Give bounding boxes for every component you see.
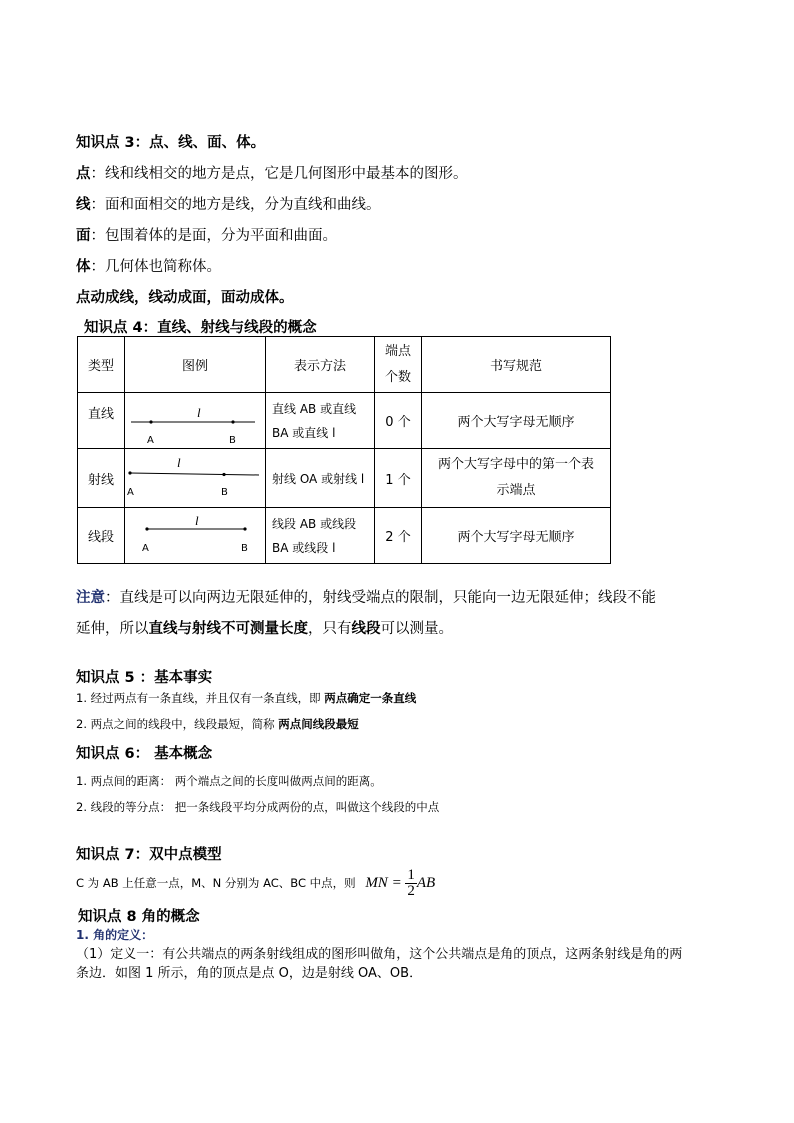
- kp8-subtitle: 1. 角的定义：: [76, 928, 154, 942]
- kp3-face: 面：包围着体的是面，分为平面和曲面。: [76, 228, 337, 244]
- row-count: 2 个: [375, 508, 422, 564]
- kp4-title: 知识点 4：直线、射线与线段的概念: [84, 320, 317, 336]
- header-type: 类型: [78, 337, 125, 393]
- kp6-item-2: 2. 线段的等分点： 把一条线段平均分成两份的点，叫做这个线段的中点: [76, 800, 440, 814]
- point-b-dot: [243, 527, 246, 530]
- row-notation: 射线 OA 或射线 l: [266, 449, 375, 508]
- table-row: [78, 449, 611, 508]
- header-endpoints: 端点 个数: [375, 337, 422, 393]
- line-figure-cell: [125, 393, 266, 449]
- kp5-item-2: 2. 两点之间的线段中，线段最短，简称 两点间线段最短: [76, 717, 359, 731]
- row-notation: 线段 AB 或线段 BA 或线段 l: [266, 508, 375, 564]
- ray-figure: [125, 449, 265, 507]
- row-type: 线段: [78, 508, 125, 564]
- kp6-item-1: 1. 两点间的距离： 两个端点之间的长度叫做两点间的距离。: [76, 774, 382, 788]
- ray-figure-cell: [125, 449, 266, 508]
- kp7-formula-line: C 为 AB 上任意一点，M、N 分别为 AC、BC 中点，则 MN = $\frac{1}{2}$ AB: [76, 867, 436, 899]
- formula-ab: AB: [416, 875, 436, 891]
- kp3-title: 知识点 3：点、线、面、体。: [76, 135, 266, 151]
- label-a: A: [127, 487, 134, 498]
- row-count: 0 个: [375, 393, 422, 449]
- kp7-title: 知识点 7：双中点模型: [76, 847, 222, 863]
- line-figure: [125, 393, 265, 448]
- segment-figure-cell: [125, 508, 266, 564]
- label-l: l: [195, 513, 199, 528]
- ray-stroke: [130, 473, 259, 475]
- point-b-dot: [222, 473, 225, 476]
- label-a: A: [142, 543, 149, 554]
- kp3-motion: 点动成线，线动成面，面动成体。: [76, 290, 294, 306]
- table-row: [78, 508, 611, 564]
- formula-fraction: $\frac{1}{2}$: [407, 867, 415, 899]
- point-a-dot: [149, 420, 152, 423]
- point-b-dot: [231, 420, 234, 423]
- header-rule: 书写规范: [422, 337, 611, 393]
- note-line-2: 延伸，所以直线与射线不可测量长度，只有线段可以测量。: [76, 621, 453, 637]
- label-a: A: [147, 435, 154, 446]
- label-l: l: [177, 455, 181, 470]
- kp6-title: 知识点 6： 基本概念: [76, 746, 213, 762]
- header-notation: 表示方法: [266, 337, 375, 393]
- row-type: 直线: [78, 393, 125, 449]
- row-type: 射线: [78, 449, 125, 508]
- kp8-para-1: （1）定义一：有公共端点的两条射线组成的图形叫做角，这个公共端点是角的顶点，这两条射线是角的两: [76, 947, 683, 962]
- kp8-title: 知识点 8 角的概念: [78, 909, 200, 925]
- kp3-solid: 体：几何体也简称体。: [76, 259, 221, 275]
- label-b: B: [221, 487, 228, 498]
- table-header-row: [78, 337, 611, 393]
- concept-table: [77, 336, 611, 564]
- kp3-point: 点：线和线相交的地方是点，它是几何图形中最基本的图形。: [76, 166, 468, 182]
- point-a-dot: [145, 527, 148, 530]
- row-count: 1 个: [375, 449, 422, 508]
- kp8-para-2: 条边．如图 1 所示，角的顶点是点 O，边是射线 OA、OB．: [76, 966, 423, 981]
- header-figure: 图例: [125, 337, 266, 393]
- kp5-item-1: 1. 经过两点有一条直线，并且仅有一条直线，即 两点确定一条直线: [76, 691, 417, 705]
- note-line-1: 注意：直线是可以向两边无限延伸的，射线受端点的限制，只能向一边无限延伸；线段不能: [76, 590, 656, 606]
- label-b: B: [241, 543, 248, 554]
- kp5-title: 知识点 5 ：基本事实: [76, 670, 213, 686]
- row-rule: 两个大写字母无顺序: [422, 508, 611, 564]
- table-row: [78, 393, 611, 449]
- kp3-line: 线：面和面相交的地方是线，分为直线和曲线。: [76, 197, 381, 213]
- row-rule: 两个大写字母无顺序: [422, 393, 611, 449]
- row-notation: 直线 AB 或直线 BA 或直线 l: [266, 393, 375, 449]
- point-a-dot: [128, 471, 131, 474]
- label-b: B: [229, 435, 236, 446]
- label-l: l: [197, 405, 201, 420]
- row-rule: 两个大写字母中的第一个表 示端点: [422, 449, 611, 508]
- formula-lhs: MN =: [365, 875, 402, 891]
